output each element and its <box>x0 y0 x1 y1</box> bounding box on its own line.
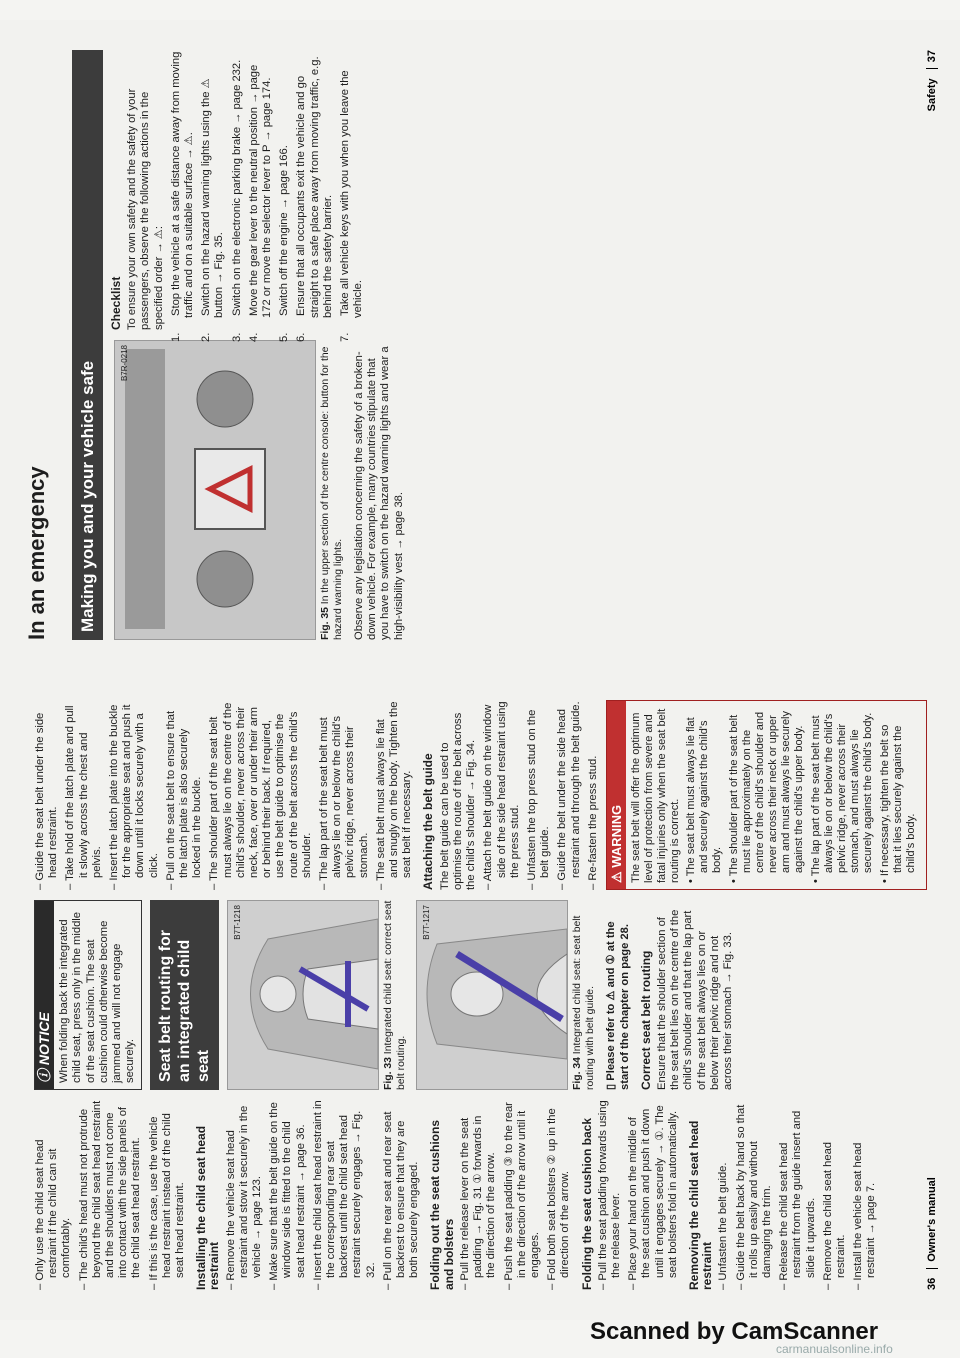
bullet: – Guide the belt back by hand so that it rolls up easily and without damaging the trim. <box>734 1104 773 1290</box>
figure-caption: Fig. 35 In the upper section of the centre console: button for the hazard warning lights. <box>320 346 344 640</box>
heading-folding-out: Folding out the seat cushions and bolsters <box>428 1119 456 1290</box>
figure-code: B7T-1218 <box>233 905 243 940</box>
figure-code: B7R-0218 <box>120 345 129 382</box>
bullet: – Insert the latch plate into the buckle for the appropriate seat and push it down until it locks securely with a click. <box>108 704 160 890</box>
notice-title: ⓘ NOTICE <box>35 901 54 1089</box>
warning-box <box>606 700 927 890</box>
warning-item: • If necessary, tighten the belt so that it lies securely against the child's body. <box>879 724 918 883</box>
bullet: – Unfasten the top press stud on the belt guide. <box>525 709 552 890</box>
reference-note: ▯ Please refer to ⚠ and ① at the start of the chapter on page 28. <box>605 921 631 1090</box>
column-1 <box>34 1100 883 1290</box>
bullet: – Take hold of the latch plate and pull it slowly across the chest and pelvis. <box>64 705 103 890</box>
camscanner-watermark: Scanned by CamScanner <box>590 1318 879 1345</box>
checklist-step: 5.Switch off the engine → page 166. <box>278 145 291 342</box>
bullet: – Unfasten the belt guide. <box>717 1162 730 1290</box>
bullet: – Only use the child seat head restraint if the child can sit comfortably. <box>34 1139 73 1290</box>
checklist-step: 4.Move the gear lever to the neutral position → page 172 or move the selector lever to P → page 174. <box>247 64 274 342</box>
figure-35 <box>114 340 316 640</box>
notice-box <box>34 900 142 1090</box>
page-footer-left <box>926 1177 938 1290</box>
figure-caption: Fig. 34 Integrated child seat: seat belt routing with belt guide. <box>572 915 596 1090</box>
warning-item: • The seat belt must always lie flat and securely against the child's body. <box>685 717 724 883</box>
figure-caption: Fig. 33 Integrated child seat: correct seat belt routing. <box>383 900 407 1090</box>
page-37-header <box>24 50 49 640</box>
bullet: – The seat belt must always lie flat and snugly on the body. Tighten the seat belt if necessary. <box>374 701 414 890</box>
bullet: – Re-fasten the press stud. <box>586 755 599 890</box>
bullet: – Remove the vehicle seat head restraint and stow it securely in the vehicle → page 123. <box>224 1105 264 1290</box>
child-seat-illustration <box>228 900 378 1089</box>
bullet: – The child's head must not protrude beyond the child seat head restraint and the shoulders must not come into contact with the side panels of the child seat head restraint. <box>77 1100 143 1290</box>
bullet: – Guide the belt under the side head restraint and through the belt guide. <box>556 701 582 890</box>
column-2 <box>34 900 739 1090</box>
heading-removing: Removing the child seat head restraint <box>686 1120 715 1290</box>
page-36 <box>0 670 960 1320</box>
column-3 <box>34 700 927 890</box>
bullet: – Fold both seat bolsters ② up in the direction of the arrow. <box>546 1108 572 1290</box>
section-heading: Making you and your vehicle safe <box>72 50 103 640</box>
page-number: 36 <box>926 1277 938 1290</box>
figure-code: B7T-1217 <box>422 905 432 940</box>
notice-text: When folding back the integrated child seat, press only in the middle of the seat cushion. The seat cushion could otherwise become jammed and will not engage securely. <box>58 911 137 1083</box>
page-37 <box>0 20 960 670</box>
bullet: – Attach the belt guide on the window side of the side head restraint using the press stud. <box>482 701 521 890</box>
paragraph: The belt guide can be used to optimise the route of the belt across the child's shoulder → Fig. 34. <box>438 712 478 890</box>
heading-belt-guide: Attaching the belt guide <box>421 753 436 890</box>
figure-35-column <box>110 340 410 640</box>
checklist-step: 6.Ensure that all occupants exit the vehicle and go straight to a safe place away from moving traffic, e.g. behind the safety barrier. <box>295 56 334 342</box>
checklist-step: 2.Switch on the hazard warning lights using the ⚠ button → Fig. 35. <box>200 78 226 342</box>
bullet: – Pull on the rear seat and rear seat backrest to ensure that they are both securely engaged. <box>381 1111 421 1290</box>
console-illustration <box>115 340 315 639</box>
bullet: – Pull on the seat belt to ensure that the latch plate is also securely locked in the buckle. <box>164 710 204 890</box>
figure-33 <box>227 900 379 1090</box>
paragraph: Observe any legislation concerning the safety of a broken-down vehicle. For example, many countries stipulate that you have to switch on the hazard warning lights and wear a high-visibility vest → page 38. <box>353 346 405 640</box>
heading-checklist: Checklist <box>109 276 123 330</box>
bullet: – Install the vehicle seat head restraint → page 7. <box>852 1142 878 1290</box>
page-37-content <box>66 50 111 640</box>
bullet: – Make sure that the belt guide on the window side is fitted to the child seat head restraint → page 36. <box>268 1102 307 1290</box>
warning-body <box>626 701 926 889</box>
rotated-spread <box>0 20 960 1320</box>
warning-icon: ⚠ <box>608 867 624 883</box>
checklist-column <box>109 50 369 342</box>
heading-folding-back: Folding the seat cushion back <box>579 1117 594 1290</box>
bullet: – Insert the child seat head restraint in the corresponding rear seat backrest until the child seat head restraint securely engages → Fig. 32. <box>311 1100 377 1290</box>
figure-34 <box>416 900 568 1090</box>
heading-installing: Installing the child seat head restraint <box>194 1125 222 1290</box>
warning-intro: The seat belt will offer the optimum level of protection from severe and fatal injuries only when the seat belt routing is correct. <box>630 708 682 883</box>
bullet: – The lap part of the seat belt must always lie on or below the child's pelvic ridge, never across their stomach. <box>318 716 370 890</box>
bullet: – Remove the child seat head restraint. <box>821 1141 847 1290</box>
checklist-step: 1.Stop the vehicle at a safe distance away from moving traffic and on a suitable surface → ⚠. <box>169 51 196 342</box>
bullet: – Pull the release lever on the seat padding → Fig. 31 ① forwards in the direction of the arrow. <box>458 1115 498 1290</box>
page-footer-right <box>926 50 938 111</box>
bullet: – Pull the seat padding forwards using the release lever. <box>596 1100 622 1290</box>
notice-icon: ⓘ <box>36 1065 52 1083</box>
paragraph: Ensure that the shoulder section of the seat belt lies on the centre of the child's shoulder and that the lap part of the seat belt always lies on or below their pelvic ridge and not across their stomach → Fig. 33. <box>656 909 735 1090</box>
bullet: – Release the child seat head restraint from the guide insert and slide it upwards. <box>778 1110 817 1290</box>
bullet: – If this is the case, use the vehicle head restraint instead of the child seat head restraint. <box>147 1113 187 1290</box>
warning-title: ⚠ WARNING <box>607 701 626 889</box>
footer-title: Safety <box>926 78 938 112</box>
bullet: – Place your hand on the middle of the seat cushion and push it down until it engages securely → ①. The seat bolsters fold in automatically. <box>627 1105 679 1290</box>
warning-item: • The lap part of the seat belt must always lie on or below the child's pelvic ridge, never across their stomach, and must always lie securely against the child's body. <box>810 712 875 883</box>
page-number: 37 <box>926 50 938 63</box>
bullet: – Push the seat padding ③ to the rear in the direction of the arrow until it engages. <box>502 1102 541 1290</box>
paragraph: To ensure your own safety and the safety of your passengers, observe the following actions in the specified order → ⚠: <box>126 88 165 330</box>
checklist-step: 3.Switch on the electronic parking brake → page 232. <box>230 59 243 342</box>
heading-correct-routing: Correct seat belt routing <box>638 950 653 1090</box>
section-heading: Seat belt routing for an integrated child seat <box>150 900 219 1090</box>
bullet: – Guide the seat belt under the side head restraint. <box>34 712 60 890</box>
site-watermark: carmanualsonline.info <box>776 1342 893 1356</box>
checklist-step: 7.Take all vehicle keys with you when you leave the vehicle. <box>339 70 365 342</box>
bullet: – The shoulder part of the seat belt must always lie on the centre of the child's shoulder, never across their neck, face, over or under their arm or behind their back. If required, use the belt guide to optimise the route of the belt across the child's shoulder. <box>208 702 313 890</box>
belt-guide-illustration <box>417 900 567 1089</box>
page-title: In an emergency <box>24 466 49 640</box>
book-icon: ▯ <box>605 1080 618 1090</box>
footer-title: Owner's manual <box>926 1177 938 1262</box>
warning-item: • The shoulder part of the seat belt must lie approximately on the centre of the child's shoulder and never across their neck or upper arm and must always lie securely against the child's upper body. <box>728 710 806 883</box>
